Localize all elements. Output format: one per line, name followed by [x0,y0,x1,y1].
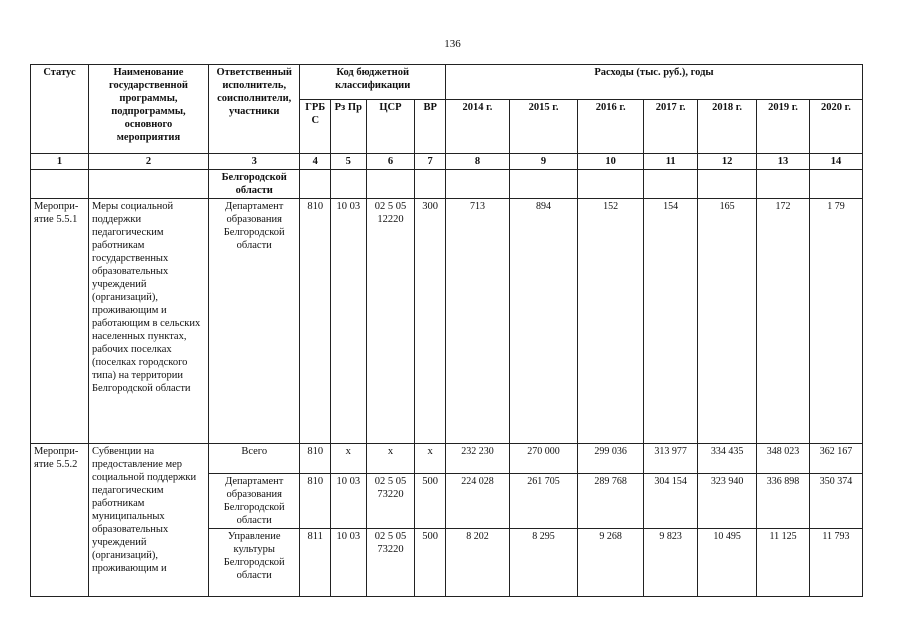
row-vr: 500 [415,474,446,529]
col-num: 7 [415,154,446,170]
column-number-row [31,154,863,170]
row-value-2014: 713 [445,199,509,444]
row-value-2019: 11 125 [757,529,810,597]
col-num: 3 [208,154,300,170]
header-csr: ЦСР [366,100,415,154]
table-row [31,444,863,474]
header-year-2019: 2019 г. [757,100,810,154]
col-num: 5 [330,154,366,170]
row-value-2014: 224 028 [445,474,509,529]
row-rzpr: х [330,444,366,474]
row-rzpr: 10 03 [330,474,366,529]
row-rzpr: 10 03 [330,199,366,444]
row-value-2018: 323 940 [698,474,757,529]
header-vr: ВР [415,100,446,154]
carryover-responsible: Белгородской области [208,170,300,199]
row-value-2020: 1 79 [809,199,862,444]
row-grbs: 810 [300,444,331,474]
row-value-2016: 152 [578,199,644,444]
row-value-2017: 154 [644,199,698,444]
col-num: 2 [88,154,208,170]
header-responsible: Ответственный исполнитель, соисполнители, участники [208,65,300,154]
row-value-2019: 336 898 [757,474,810,529]
row-responsible: Департамент образования Белгородской области [208,199,300,444]
row-vr: 500 [415,529,446,597]
row-csr: 02 5 05 12220 [366,199,415,444]
header-year-2016: 2016 г. [578,100,644,154]
col-num: 13 [757,154,810,170]
row-grbs: 810 [300,199,331,444]
header-expenses: Расходы (тыс. руб.), годы [445,65,862,100]
row-name: Субвенции на предоставление мер социальной поддержки педагогическим работникам муниципальных образовательных учреждений (организаций), проживающим и [88,444,208,597]
row-responsible: Управление культуры Белгородской области [208,529,300,597]
col-num: 9 [509,154,577,170]
row-status: Меропри-ятие 5.5.1 [31,199,89,444]
row-csr: 02 5 05 73220 [366,474,415,529]
row-value-2016: 299 036 [578,444,644,474]
row-status: Меропри-ятие 5.5.2 [31,444,89,597]
page-number: 136 [444,38,461,50]
header-year-2014: 2014 г. [445,100,509,154]
row-value-2020: 11 793 [809,529,862,597]
row-value-2019: 172 [757,199,810,444]
row-rzpr: 10 03 [330,529,366,597]
row-value-2015: 261 705 [509,474,577,529]
row-value-2019: 348 023 [757,444,810,474]
row-vr: х [415,444,446,474]
col-num: 10 [578,154,644,170]
col-num: 14 [809,154,862,170]
row-value-2018: 10 495 [698,529,757,597]
header-year-2020: 2020 г. [809,100,862,154]
row-vr: 300 [415,199,446,444]
row-value-2016: 9 268 [578,529,644,597]
header-row-1 [31,65,863,100]
row-csr: х [366,444,415,474]
row-value-2018: 165 [698,199,757,444]
col-num: 8 [445,154,509,170]
row-value-2014: 232 230 [445,444,509,474]
table-row [31,199,863,444]
col-num: 6 [366,154,415,170]
row-responsible: Департамент образования Белгородской области [208,474,300,529]
row-value-2015: 894 [509,199,577,444]
row-grbs: 811 [300,529,331,597]
col-num: 1 [31,154,89,170]
row-value-2018: 334 435 [698,444,757,474]
header-year-2018: 2018 г. [698,100,757,154]
carryover-row [31,170,863,199]
row-value-2020: 362 167 [809,444,862,474]
row-name: Меры социальной поддержки педагогическим работникам государственных образовательных учреждений (организаций), проживающим и работающим в сельских населенных пунктах, рабочих поселках (поселках городского типа) на территории Белгородской области [88,199,208,444]
header-rzpr: Рз Пр [330,100,366,154]
row-value-2014: 8 202 [445,529,509,597]
col-num: 11 [644,154,698,170]
row-value-2015: 270 000 [509,444,577,474]
row-value-2016: 289 768 [578,474,644,529]
col-num: 4 [300,154,331,170]
row-value-2017: 313 977 [644,444,698,474]
row-value-2017: 304 154 [644,474,698,529]
col-num: 12 [698,154,757,170]
header-budget-code: Код бюджетной классификации [300,65,445,100]
header-year-2017: 2017 г. [644,100,698,154]
row-value-2020: 350 374 [809,474,862,529]
header-grbs: ГРБ С [300,100,331,154]
budget-table [30,64,863,597]
row-grbs: 810 [300,474,331,529]
row-value-2017: 9 823 [644,529,698,597]
row-responsible: Всего [208,444,300,474]
row-value-2015: 8 295 [509,529,577,597]
header-name: Наименование государственной программы, подпрограммы, основного мероприятия [88,65,208,154]
header-year-2015: 2015 г. [509,100,577,154]
header-status: Статус [31,65,89,154]
row-csr: 02 5 05 73220 [366,529,415,597]
